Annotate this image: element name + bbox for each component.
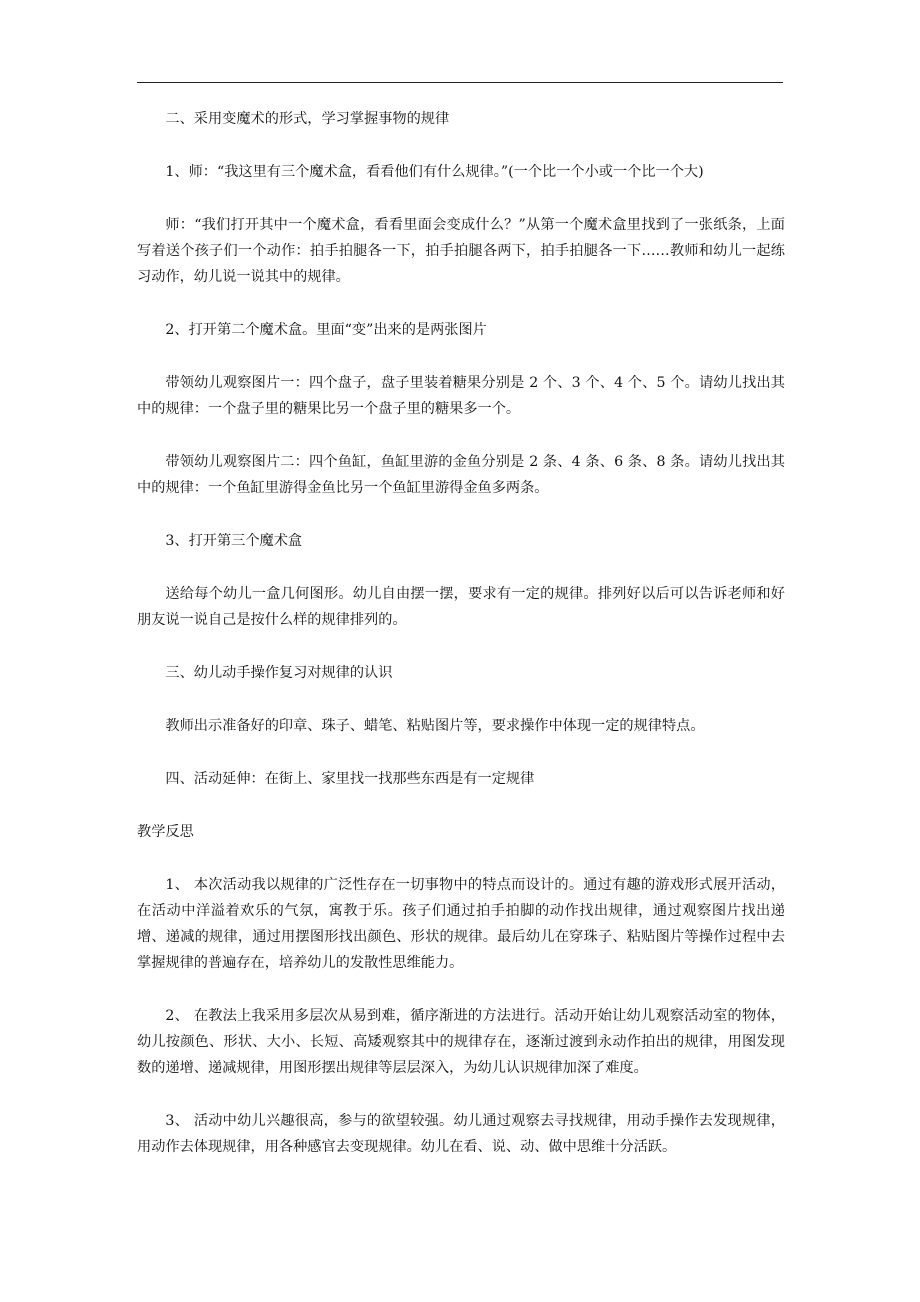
reflection-3-paragraph: 3、 活动中幼儿兴趣很高，参与的欲望较强。幼儿通过观察去寻找规律，用动手操作去发现规律，用动作去体现规律，用各种感官去变现规律。幼儿在看、说、动、做中思维十分活跃。 — [137, 1113, 785, 1155]
reflection-heading: 教学反思 — [137, 824, 194, 840]
step-3-paragraph: 3、打开第三个魔术盒 — [165, 533, 303, 549]
section-2-heading: 二、采用变魔术的形式，学习掌握事物的规律 — [165, 111, 450, 127]
step-2-paragraph: 2、打开第二个魔术盒。里面“变”出来的是两张图片 — [165, 322, 487, 338]
picture-1-paragraph: 带领幼儿观察图片一：四个盘子，盘子里装着糖果分别是 2 个、3 个、4 个、5 个。请幼儿找出其中的规律：一个盘子里的糖果比另一个盘子里的糖果多一个。 — [137, 375, 785, 417]
picture-2-paragraph: 带领幼儿观察图片二：四个鱼缸，鱼缸里游的金鱼分别是 2 条、4 条、6 条、8 条。请幼儿找出其中的规律：一个鱼缸里游得金鱼比另一个鱼缸里游得金鱼多两条。 — [137, 454, 785, 496]
step-1-detail-paragraph: 师：“我们打开其中一个魔术盒，看看里面会变成什么？”从第一个魔术盒里找到了一张纸条，上面写着送个孩子们一个动作：拍手拍腿各一下，拍手拍腿各两下，拍手拍腿各一下……教师和幼儿一起练习动作，幼儿说一说其中的规律。 — [137, 217, 785, 285]
reflection-2-paragraph: 2、 在教法上我采用多层次从易到难，循序渐进的方法进行。活动开始让幼儿观察活动室的物体，幼儿按颜色、形状、大小、长短、高矮观察其中的规律存在，逐渐过渡到永动作拍出的规律，用图发现数的递增、递减规律，用图形摆出规律等层层深入，为幼儿认识规律加深了难度。 — [137, 1008, 785, 1076]
document-body — [137, 106, 785, 1160]
section-3-heading: 三、幼儿动手操作复习对规律的认识 — [165, 665, 393, 681]
section-3-detail-paragraph: 教师出示准备好的印章、珠子、蜡笔、粘贴图片等，要求操作中体现一定的规律特点。 — [165, 718, 705, 734]
step-1-paragraph: 1、师：“我这里有三个魔术盒，看看他们有什么规律。”(一个比一个小或一个比一个大) — [165, 164, 704, 180]
step-3-detail-paragraph: 送给每个幼儿一盒几何图形。幼儿自由摆一摆，要求有一定的规律。排列好以后可以告诉老师和好朋友说一说自己是按什么样的规律排列的。 — [137, 586, 785, 628]
reflection-1-paragraph: 1、 本次活动我以规律的广泛性存在一切事物中的特点而设计的。通过有趣的游戏形式展开活动，在活动中洋溢着欢乐的气氛，寓教于乐。孩子们通过拍手拍脚的动作找出规律，通过观察图片找出递增、递减的规律，通过用摆图形找出颜色、形状的规律。最后幼儿在穿珠子、粘贴图片等操作过程中去掌握规律的普遍存在，培养幼儿的发散性思维能力。 — [137, 877, 785, 971]
section-4-heading: 四、活动延伸：在街上、家里找一找那些东西是有一定规律 — [165, 771, 535, 787]
header-rule — [137, 82, 783, 83]
